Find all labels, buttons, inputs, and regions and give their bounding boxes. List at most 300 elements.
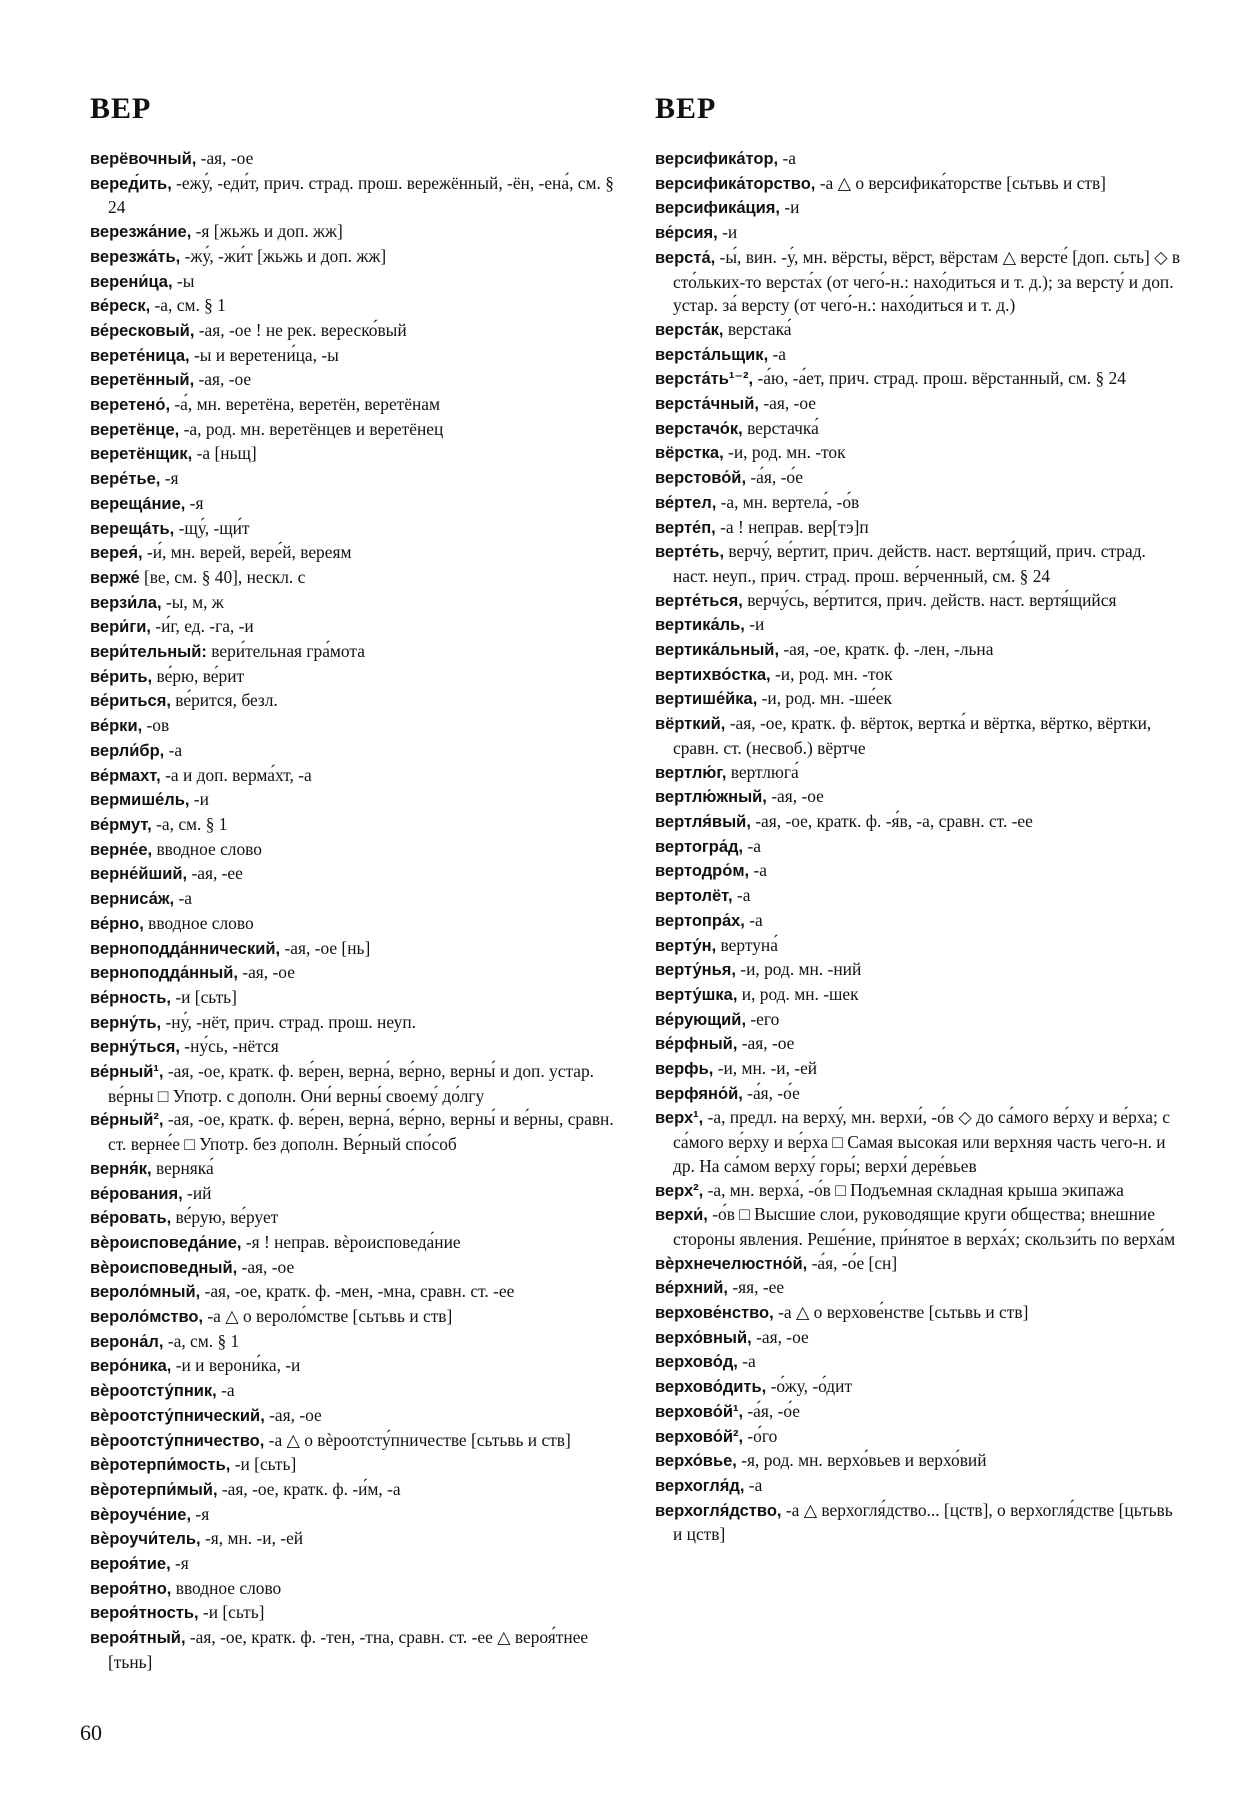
dictionary-entry bbox=[655, 785, 1185, 810]
entry-definition: -и bbox=[780, 197, 800, 218]
dictionary-entry bbox=[655, 1179, 1185, 1204]
dictionary-entry bbox=[90, 838, 620, 863]
entry-headword: верте́ть, bbox=[655, 543, 725, 562]
entry-definition: -а, см. § 1 bbox=[151, 813, 228, 834]
dictionary-entry bbox=[90, 245, 620, 270]
dictionary-entry bbox=[90, 1280, 620, 1305]
entry-definition: ве́рую, ве́рует bbox=[171, 1207, 279, 1228]
dictionary-entry bbox=[90, 442, 620, 467]
entry-definition: -и, род. мн. -ний bbox=[735, 959, 862, 980]
dictionary-entry bbox=[655, 884, 1185, 909]
dictionary-entry bbox=[655, 687, 1185, 712]
entry-definition: -о́жу, -о́дит bbox=[766, 1376, 853, 1397]
dictionary-entry bbox=[655, 1326, 1185, 1351]
entry-headword: верезжа́ние, bbox=[90, 223, 192, 242]
dictionary-entry bbox=[655, 1350, 1185, 1375]
dictionary-entry bbox=[90, 1626, 620, 1674]
entry-headword: ве́рующий, bbox=[655, 1010, 747, 1029]
entry-headword: верста́ть¹⁻², bbox=[655, 370, 754, 389]
entry-headword: верту́н, bbox=[655, 936, 717, 955]
entry-definition: -а bbox=[743, 835, 761, 856]
dictionary-entry bbox=[655, 540, 1185, 588]
entry-definition: -ежу́, -еди́т, прич. страд. прош. вережённый, -ён, -ена́, см. § 24 bbox=[108, 172, 614, 218]
entry-headword: верея́, bbox=[90, 544, 143, 563]
entry-headword: вертише́йка, bbox=[655, 690, 758, 709]
dictionary-entry bbox=[90, 541, 620, 566]
entry-definition: -ну́, -нёт, прич. страд. прош. неуп. bbox=[161, 1011, 417, 1032]
dictionary-entry bbox=[655, 1106, 1185, 1178]
entry-definition: -а́я, -о́е bbox=[742, 1082, 800, 1103]
entry-headword: верста́, bbox=[655, 248, 716, 267]
dictionary-entry bbox=[90, 1601, 620, 1626]
entry-definition: -ая, -ое bbox=[751, 1326, 809, 1347]
entry-definition: -а bbox=[778, 148, 796, 168]
entry-definition: -щу́, -щи́т bbox=[174, 517, 250, 538]
dictionary-entry bbox=[90, 1108, 620, 1156]
entry-headword: верете́ница, bbox=[90, 346, 190, 365]
entry-headword: версифика́торство, bbox=[655, 174, 816, 193]
dictionary-entry bbox=[90, 689, 620, 714]
entry-headword: ве́рфный, bbox=[655, 1035, 738, 1054]
dictionary-entry bbox=[655, 1057, 1185, 1082]
entry-definition: -и [сьть] bbox=[230, 1454, 297, 1475]
entry-headword: вероло́мство, bbox=[90, 1308, 204, 1327]
dictionary-entry bbox=[655, 318, 1185, 343]
entry-headword: верфяно́й, bbox=[655, 1084, 743, 1103]
dictionary-entry bbox=[655, 1474, 1185, 1499]
dictionary-entry bbox=[90, 1206, 620, 1231]
dictionary-entry bbox=[655, 835, 1185, 860]
entry-headword: вѐрхнечелюстно́й, bbox=[655, 1254, 808, 1273]
entry-definition: -и bbox=[744, 614, 765, 635]
entry-headword: ве́рно, bbox=[90, 914, 144, 933]
entry-headword: ве́реск, bbox=[90, 297, 151, 316]
dictionary-entry bbox=[655, 958, 1185, 983]
entry-definition: -ы bbox=[172, 270, 195, 291]
dictionary-entry bbox=[90, 1527, 620, 1552]
entry-headword: вероя́тность, bbox=[90, 1604, 199, 1623]
entry-definition: -ая, -ое bbox=[766, 786, 824, 807]
entry-definition: -ая, -ое bbox=[737, 1033, 795, 1054]
dictionary-entry bbox=[90, 1379, 620, 1404]
dictionary-entry bbox=[655, 1252, 1185, 1277]
entry-headword: верста́льщик, bbox=[655, 345, 769, 364]
entry-headword: веретёнщик, bbox=[90, 445, 193, 464]
entry-headword: верхогля́д, bbox=[655, 1476, 745, 1495]
entry-headword: верноподда́нный, bbox=[90, 964, 238, 983]
dictionary-entry bbox=[90, 937, 620, 962]
dictionary-entry bbox=[90, 739, 620, 764]
dictionary-entry bbox=[90, 270, 620, 295]
dictionary-entry bbox=[90, 172, 620, 220]
entry-headword: вѐроисповеда́ние, bbox=[90, 1233, 242, 1252]
entry-definition: верчу́, ве́ртит, прич. действ. наст. вертя́щий, прич. страд. наст. неуп., прич. страд. прош. ве́рченный, см. § 24 bbox=[673, 541, 1146, 586]
entry-headword: вѐроучи́тель, bbox=[90, 1530, 201, 1549]
entry-definition: -и, род. мн. -ток bbox=[770, 663, 893, 684]
entry-definition: -ы́, вин. -у́, мн. вёрсты, вёрст, вёрстам △ версте́ [доп. сьть] ◇ в сто́льких-то верста́х (от чего́-н.: нахо́диться и т. д.); за версту́ и доп. устар. за́ версту (от чего́-н.: нахо́диться и т. д.) bbox=[673, 246, 1181, 316]
dictionary-entry bbox=[90, 591, 620, 616]
entry-definition: -а, род. мн. веретёнцев и веретёнец bbox=[179, 418, 444, 439]
dictionary-entry bbox=[655, 417, 1185, 442]
entry-headword: верхо́вье, bbox=[655, 1452, 737, 1471]
entry-headword: ве́рный², bbox=[90, 1111, 164, 1130]
entry-headword: ве́рхний, bbox=[655, 1279, 728, 1298]
entry-headword: верхове́нство, bbox=[655, 1304, 774, 1323]
dictionary-entry bbox=[655, 516, 1185, 541]
entry-definition: -я bbox=[160, 468, 179, 489]
right-column bbox=[655, 147, 1185, 1547]
entry-definition: -а bbox=[749, 860, 767, 881]
entry-headword: верещáть, bbox=[90, 519, 175, 538]
entry-headword: ве́рсия, bbox=[655, 224, 718, 243]
entry-definition: -ая, -ое, кратк. ф. -лен, -льна bbox=[779, 639, 994, 660]
entry-definition: -а △ о вероло́мстве [сьтьвь и ств] bbox=[203, 1306, 453, 1327]
entry-definition: -а́ю, -а́ет, прич. страд. прош. вёрстанный, см. § 24 bbox=[753, 368, 1126, 389]
entry-definition: -ая, -ое, кратк. ф. -я́в, -а, сравн. ст. -ее bbox=[750, 810, 1033, 831]
entry-definition: -а bbox=[174, 888, 192, 909]
entry-headword: верх¹, bbox=[655, 1109, 704, 1128]
entry-definition: -а́, мн. веретёна, веретён, веретёнам bbox=[170, 394, 441, 415]
entry-definition: -а bbox=[164, 739, 183, 760]
dictionary-entry bbox=[90, 1231, 620, 1256]
entry-definition: -я bbox=[170, 1553, 189, 1574]
entry-definition: ве́рю, ве́рит bbox=[152, 665, 245, 686]
entry-definition: -я bbox=[185, 492, 204, 513]
entry-definition: -а bbox=[732, 885, 751, 906]
entry-definition: вводное слово bbox=[152, 838, 262, 859]
entry-definition: -а bbox=[744, 1474, 763, 1495]
entry-headword: вѐроотсту́пнический, bbox=[90, 1406, 265, 1425]
entry-definition: -ая, -ое ! не рек. вереско́вый bbox=[194, 319, 407, 340]
entry-definition: -ая, -ое bbox=[194, 369, 252, 390]
entry-definition: -ая, -ое bbox=[758, 393, 816, 414]
dictionary-entry bbox=[655, 441, 1185, 466]
entry-headword: ве́рить, bbox=[90, 667, 153, 686]
entry-definition: -а △ о верхове́нстве [сьтьвь и ств] bbox=[773, 1302, 1029, 1323]
entry-definition: -яя, -ее bbox=[727, 1277, 785, 1298]
entry-headword: вѐроотсту́пничество, bbox=[90, 1431, 265, 1450]
entry-headword: ве́рмут, bbox=[90, 815, 152, 834]
entry-headword: ве́рность, bbox=[90, 988, 171, 1007]
dictionary-entry bbox=[90, 1157, 620, 1182]
entry-definition: -ну́сь, -нётся bbox=[179, 1036, 279, 1057]
entry-headword: вермише́ль, bbox=[90, 791, 190, 810]
dictionary-entry bbox=[655, 1082, 1185, 1107]
entry-headword: ве́ртел, bbox=[655, 493, 717, 512]
dictionary-entry bbox=[655, 1008, 1185, 1033]
entry-definition: -и и верони́ка, -и bbox=[171, 1355, 301, 1376]
entry-headword: верхово́дить, bbox=[655, 1378, 767, 1397]
dictionary-entry bbox=[655, 1375, 1185, 1400]
entry-definition: -ая, -ое, кратк. ф. -и́м, -а bbox=[217, 1478, 401, 1499]
entry-headword: вертогра́д, bbox=[655, 837, 744, 856]
dictionary-entry bbox=[90, 1256, 620, 1281]
dictionary-entry bbox=[90, 1503, 620, 1528]
dictionary-entry bbox=[90, 344, 620, 369]
dictionary-entry bbox=[655, 638, 1185, 663]
entry-definition: -ая, -ое, кратк. ф. -мен, -мна, сравн. ст. -ее bbox=[200, 1281, 515, 1302]
entry-definition: -а △ о версифика́торстве [сьтьвь и ств] bbox=[815, 172, 1106, 193]
entry-headword: вертопра́х, bbox=[655, 911, 745, 930]
entry-headword: ве́рмахт, bbox=[90, 766, 161, 785]
entry-headword: верхо́вный, bbox=[655, 1328, 752, 1347]
dictionary-entry bbox=[655, 1301, 1185, 1326]
dictionary-entry bbox=[90, 1330, 620, 1355]
entry-headword: верзи́ла, bbox=[90, 593, 162, 612]
entry-definition: -ов bbox=[142, 715, 170, 736]
dictionary-entry bbox=[90, 912, 620, 937]
entry-headword: верте́ться, bbox=[655, 591, 743, 610]
entry-definition: -ая, -ое, кратк. ф. ве́рен, верна́, ве́рно, верны́ и доп. устар. ве́рны □ Употр. с дополн. Они́ верны́ своему́ до́лгу bbox=[108, 1061, 595, 1106]
entry-headword: верстачо́к, bbox=[655, 419, 743, 438]
dictionary-entry bbox=[90, 368, 620, 393]
dictionary-entry bbox=[90, 517, 620, 542]
entry-headword: ве́ресковый, bbox=[90, 321, 195, 340]
entry-headword: вертихво́стка, bbox=[655, 665, 771, 684]
dictionary-entry bbox=[90, 615, 620, 640]
entry-definition: -а, см. § 1 bbox=[150, 295, 226, 316]
entry-definition: верняка́ bbox=[151, 1157, 214, 1178]
entry-headword: вертлю́г, bbox=[655, 763, 727, 782]
entry-headword: ве́рки, bbox=[90, 717, 143, 736]
header-right: ВЕР bbox=[655, 92, 717, 125]
entry-headword: верте́п, bbox=[655, 518, 716, 537]
entry-headword: версифика́тор, bbox=[655, 150, 779, 168]
entry-definition: вводное слово bbox=[171, 1577, 282, 1598]
entry-definition: -жу́, -жи́т [жьжь и доп. жж] bbox=[180, 245, 387, 266]
entry-definition: и, род. мн. -шек bbox=[737, 983, 859, 1004]
dictionary-entry bbox=[90, 418, 620, 443]
dictionary-entry bbox=[655, 613, 1185, 638]
header-left: ВЕР bbox=[90, 92, 152, 125]
entry-headword: верста́к, bbox=[655, 320, 724, 339]
entry-headword: веред́ить, bbox=[90, 174, 172, 193]
dictionary-entry bbox=[655, 1449, 1185, 1474]
entry-definition: -а bbox=[744, 909, 763, 930]
dictionary-entry bbox=[90, 1552, 620, 1577]
entry-headword: верну́ться, bbox=[90, 1038, 180, 1057]
dictionary-entry bbox=[90, 1404, 620, 1429]
entry-definition: [ве, см. § 40], нескл. с bbox=[139, 566, 306, 587]
entry-definition: верстака́ bbox=[723, 318, 792, 339]
entry-definition: верчу́сь, ве́ртится, прич. действ. наст. вертя́щийся bbox=[742, 589, 1117, 610]
dictionary-entry bbox=[655, 934, 1185, 959]
entry-definition: -ы, м, ж bbox=[161, 591, 224, 612]
entry-headword: вероя́тно, bbox=[90, 1579, 172, 1598]
dictionary-entry bbox=[90, 986, 620, 1011]
page-number: 60 bbox=[80, 1720, 102, 1745]
entry-definition: -и bbox=[189, 789, 209, 810]
entry-definition: -и [сьть] bbox=[171, 986, 237, 1007]
entry-headword: веретёнце, bbox=[90, 420, 180, 439]
entry-definition: -а, см. § 1 bbox=[163, 1330, 240, 1351]
dictionary-entry bbox=[655, 1032, 1185, 1057]
entry-definition: -ая, -ое [нь] bbox=[280, 937, 371, 958]
dictionary-entry bbox=[655, 491, 1185, 516]
left-column bbox=[90, 147, 620, 1675]
entry-definition: -а △ верхогля́дство... [цств], о верхогля́дстве [цьтьвь и цств] bbox=[673, 1499, 1173, 1545]
entry-headword: верфь, bbox=[655, 1060, 714, 1079]
entry-definition: -а bbox=[216, 1380, 235, 1401]
entry-headword: вероя́тный, bbox=[90, 1629, 186, 1648]
entry-definition: -я ! неправ. вѐроисповеда́ние bbox=[241, 1231, 461, 1252]
entry-headword: верхово́й¹, bbox=[655, 1402, 744, 1421]
entry-headword: ве́ровать, bbox=[90, 1209, 172, 1228]
dictionary-entry bbox=[655, 1276, 1185, 1301]
entry-definition: -и́г, ед. -га, -и bbox=[150, 616, 254, 637]
entry-headword: верёвочный, bbox=[90, 150, 197, 168]
dictionary-entry bbox=[90, 1182, 620, 1207]
entry-headword: вѐротерпи́мый, bbox=[90, 1480, 218, 1499]
entry-headword: верстово́й, bbox=[655, 469, 747, 488]
entry-definition: -и [сьть] bbox=[198, 1602, 265, 1623]
entry-headword: вертика́льный, bbox=[655, 641, 780, 660]
dictionary-entry bbox=[655, 1203, 1185, 1251]
entry-headword: вертодро́м, bbox=[655, 862, 750, 881]
entry-definition: -а, мн. верха́, -о́в □ Подъемная складная крыша экипажа bbox=[703, 1179, 1124, 1200]
entry-definition: -его bbox=[746, 1008, 780, 1029]
dictionary-entry bbox=[90, 1577, 620, 1602]
dictionary-entry bbox=[90, 862, 620, 887]
entry-definition: -и́, мн. верей, вере́й, вереям bbox=[142, 542, 352, 563]
dictionary-entry bbox=[655, 589, 1185, 614]
entry-definition: ве́рится, безл. bbox=[170, 690, 278, 711]
entry-definition: -а, мн. вертела́, -о́в bbox=[716, 491, 860, 512]
entry-definition: -и, мн. -и, -ей bbox=[713, 1058, 818, 1079]
entry-definition: -ая, -ое, кратк. ф. ве́рен, верна́, ве́рно, верны́ и ве́рны, сравн. ст. верне́е □ Употр. без дополн. Ве́рный спо́соб bbox=[108, 1109, 614, 1155]
dictionary-entry bbox=[90, 1035, 620, 1060]
entry-headword: вертлю́жный, bbox=[655, 788, 767, 807]
dictionary-entry bbox=[90, 887, 620, 912]
dictionary-entry bbox=[90, 1429, 620, 1454]
dictionary-entry bbox=[655, 712, 1185, 760]
entry-headword: верхогля́дство, bbox=[655, 1501, 782, 1520]
dictionary-entry bbox=[90, 1305, 620, 1330]
dictionary-entry bbox=[655, 1425, 1185, 1450]
entry-headword: ве́рный¹, bbox=[90, 1063, 164, 1082]
entry-headword: вертля́вый, bbox=[655, 812, 751, 831]
entry-definition: -ая, -ое bbox=[237, 1256, 295, 1277]
entry-headword: вѐротерпи́мость, bbox=[90, 1456, 231, 1475]
entry-definition: -и bbox=[717, 222, 738, 243]
entry-headword: верх², bbox=[655, 1181, 704, 1200]
dictionary-entry bbox=[90, 714, 620, 739]
entry-headword: вероя́тие, bbox=[90, 1555, 171, 1574]
dictionary-entry bbox=[90, 640, 620, 665]
entry-headword: вере́тье, bbox=[90, 470, 161, 489]
entry-definition: -а ! неправ. вер[тэ]п bbox=[715, 516, 869, 537]
entry-definition: -а́я, -о́е bbox=[746, 467, 804, 488]
dictionary-entry bbox=[655, 392, 1185, 417]
entry-headword: вѐроисповедный, bbox=[90, 1258, 238, 1277]
dictionary-entry bbox=[90, 393, 620, 418]
entry-headword: верня́к, bbox=[90, 1159, 152, 1178]
entry-headword: верту́шка, bbox=[655, 985, 738, 1004]
entry-headword: верста́чный, bbox=[655, 395, 759, 414]
dictionary-entry bbox=[655, 1400, 1185, 1425]
dictionary-entry bbox=[90, 294, 620, 319]
entry-headword: верли́бр, bbox=[90, 741, 165, 760]
dictionary-entry bbox=[90, 1354, 620, 1379]
entry-definition: -и, род. мн. -ше́ек bbox=[757, 688, 892, 709]
entry-definition: -ая, -ее bbox=[187, 863, 243, 884]
entry-definition: -ая, -ое bbox=[264, 1404, 322, 1425]
entry-headword: верниса́ж, bbox=[90, 890, 175, 909]
entry-definition: -ая, -ое, кратк. ф. -тен, -тна, сравн. ст. -ее △ вероя́тнее [тьнь] bbox=[108, 1627, 589, 1672]
dictionary-entry bbox=[90, 467, 620, 492]
entry-definition: -я, род. мн. верхо́вьев и верхо́вий bbox=[736, 1450, 987, 1471]
entry-headword: версифика́ция, bbox=[655, 199, 781, 218]
entry-headword: вертика́ль, bbox=[655, 616, 745, 635]
dictionary-entry bbox=[90, 665, 620, 690]
dictionary-entry bbox=[90, 1060, 620, 1108]
entry-headword: вёрстка, bbox=[655, 444, 724, 463]
entry-headword: верхово́д, bbox=[655, 1353, 738, 1372]
dictionary-entry bbox=[90, 1011, 620, 1036]
dictionary-entry bbox=[655, 221, 1185, 246]
entry-headword: ве́рования, bbox=[90, 1184, 183, 1203]
entry-definition: -а, предл. на верху́, мн. верхи́, -о́в ◇ до са́мого ве́рху и ве́рха; с са́мого ве́рху и ве́рха □ Самая высокая или верхняя часть чего-н. и др. На са́мом верху́ горы́; верхи́ дере́вьев bbox=[673, 1107, 1170, 1176]
entry-definition: вводное слово bbox=[143, 912, 254, 933]
dictionary-entry bbox=[655, 367, 1185, 392]
entry-headword: верхово́й², bbox=[655, 1427, 744, 1446]
entry-headword: верне́е, bbox=[90, 840, 153, 859]
entry-headword: вѐроотсту́пник, bbox=[90, 1382, 217, 1401]
entry-headword: верона́л, bbox=[90, 1332, 164, 1351]
entry-headword: вѐроуче́ние, bbox=[90, 1505, 192, 1524]
entry-headword: верне́йший, bbox=[90, 865, 188, 884]
entry-headword: вёрткий, bbox=[655, 715, 726, 734]
entry-definition: -а́я, -о́е [сн] bbox=[807, 1252, 898, 1273]
entry-definition: -а́я, -о́е bbox=[743, 1400, 801, 1421]
dictionary-entry bbox=[655, 663, 1185, 688]
entry-definition: -а △ о вѐроотсту́пничестве [сьтьвь и ств] bbox=[264, 1429, 571, 1450]
entry-headword: вертолёт, bbox=[655, 887, 733, 906]
dictionary-entry bbox=[90, 319, 620, 344]
dictionary-entry bbox=[655, 1499, 1185, 1547]
dictionary-entry bbox=[90, 764, 620, 789]
entry-definition: -а bbox=[737, 1351, 756, 1372]
entry-definition: -ая, -ое, кратк. ф. вёрток, вертка́ и вёртка, вёртко, вёртки, сравн. ст. (несвоб.) вёртче bbox=[673, 713, 1152, 758]
entry-headword: вероло́мный, bbox=[90, 1283, 201, 1302]
dictionary-entry bbox=[90, 961, 620, 986]
dictionary-entry bbox=[655, 761, 1185, 786]
entry-headword: верхи́, bbox=[655, 1206, 708, 1225]
entry-definition: -а bbox=[768, 343, 787, 364]
dictionary-entry bbox=[90, 813, 620, 838]
entry-definition: -а и доп. верма́хт, -а bbox=[160, 764, 312, 785]
dictionary-entry bbox=[90, 1478, 620, 1503]
entry-definition: -я, мн. -и, -ей bbox=[200, 1528, 304, 1549]
entry-definition: -я bbox=[191, 1503, 210, 1524]
entry-definition: -я [жьжь и доп. жж] bbox=[191, 221, 343, 242]
entry-headword: веретённый, bbox=[90, 371, 195, 390]
dictionary-entry bbox=[655, 859, 1185, 884]
entry-headword: ве́риться, bbox=[90, 692, 171, 711]
dictionary-entry bbox=[655, 810, 1185, 835]
entry-headword: верту́нья, bbox=[655, 961, 736, 980]
entry-definition: -а [ньщ] bbox=[192, 443, 257, 464]
dictionary-entry bbox=[655, 246, 1185, 318]
entry-headword: верну́ть, bbox=[90, 1013, 162, 1032]
dictionary-entry bbox=[655, 147, 1185, 172]
entry-definition: вери́тельная гра́мота bbox=[206, 641, 365, 662]
entry-definition: -и, род. мн. -ток bbox=[723, 442, 846, 463]
dictionary-entry bbox=[90, 566, 620, 591]
dictionary-entry bbox=[90, 492, 620, 517]
entry-headword: вери́ги, bbox=[90, 618, 151, 637]
dictionary-entry bbox=[90, 220, 620, 245]
